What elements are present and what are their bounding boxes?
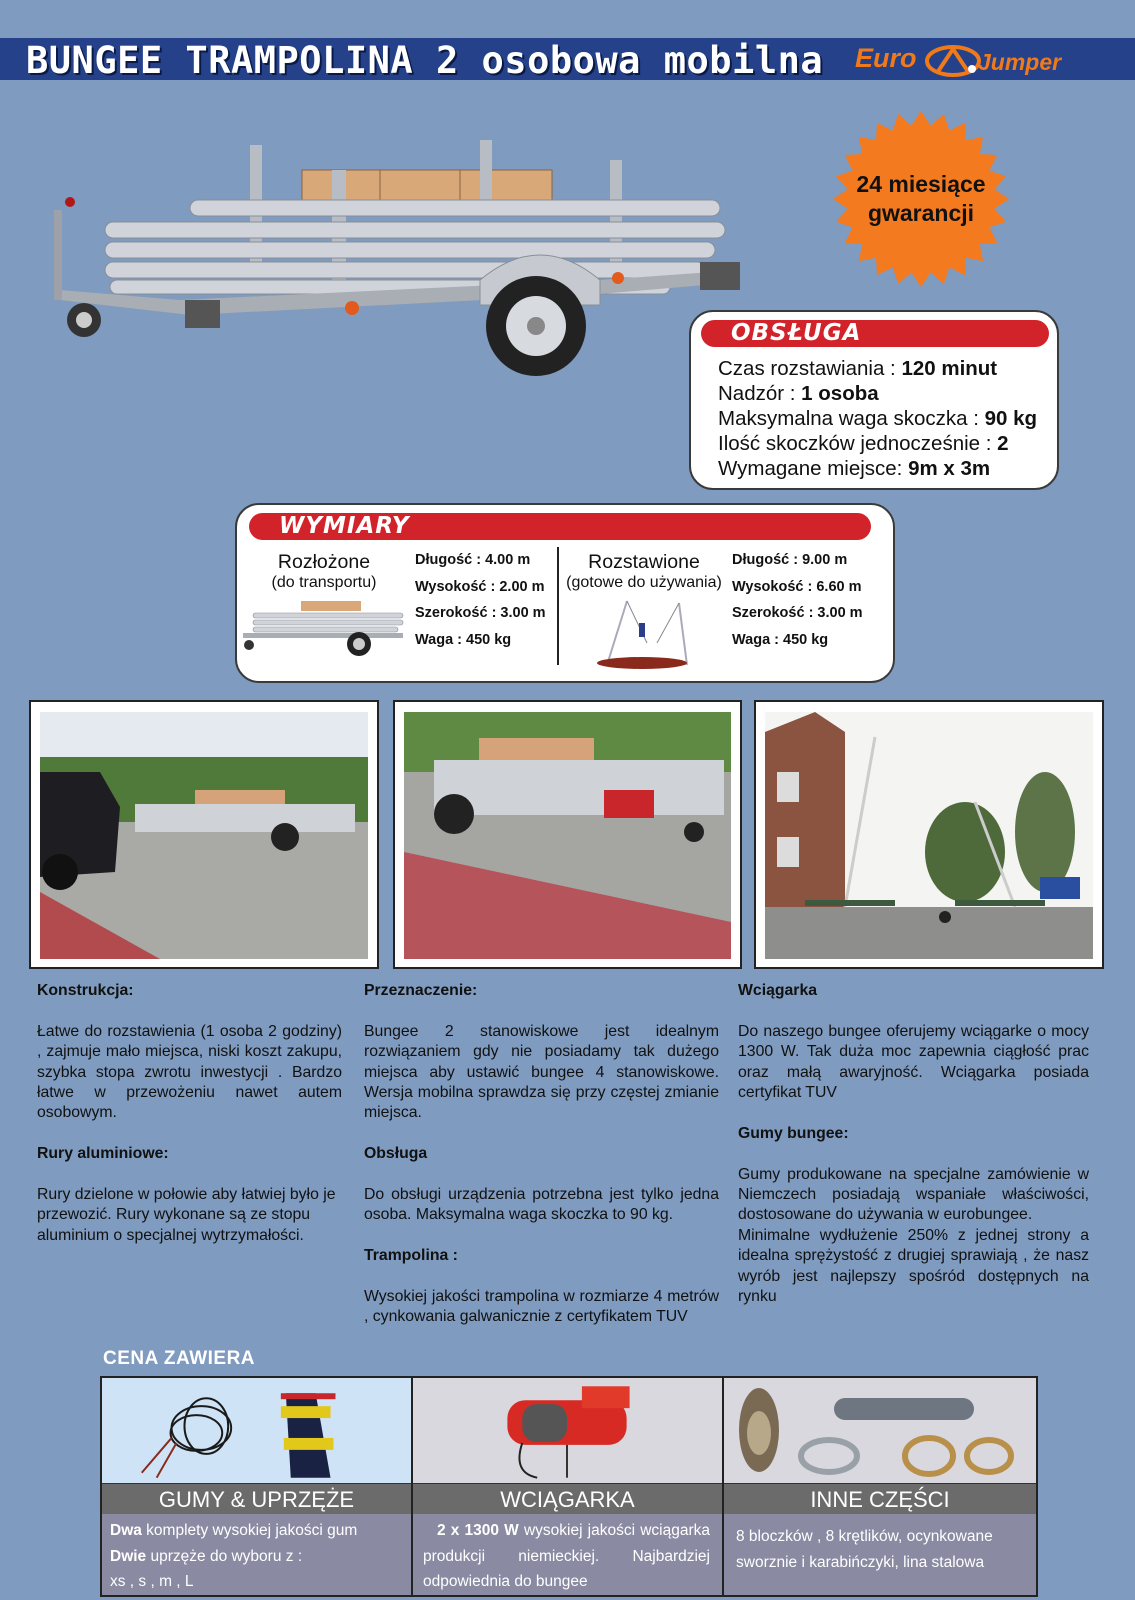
trailer-hero-image bbox=[40, 130, 770, 390]
cena-cell-gumy bbox=[102, 1378, 413, 1595]
folded-title: Rozłożone bbox=[277, 551, 371, 573]
cena-cell-inne bbox=[724, 1378, 1036, 1595]
folded-spec: Wysokość : 2.00 m bbox=[415, 578, 545, 595]
gumy-line-2: Dwie uprzęże do wyboru z : bbox=[110, 1547, 303, 1565]
wymiary-title: WYMIARY bbox=[249, 513, 871, 540]
folded-spec: Długość : 4.00 m bbox=[415, 552, 531, 568]
gumy-text: Gumy produkowane na specjalne zamówienie w Niemczech posiadają wspaniałe właściwości, dostosowane do używania w eurobungee. bbox=[738, 1165, 1089, 1224]
deployed-specs bbox=[732, 547, 863, 653]
deployed-heading bbox=[559, 551, 729, 593]
deployed-spec: Szerokość : 3.00 m bbox=[732, 605, 863, 621]
obsluga-list bbox=[718, 356, 1037, 481]
obsluga-title: OBSŁUGA bbox=[701, 320, 1049, 347]
wciagarka-cell-text: 2 x 1300 W wysokiej jakości wciągarka produkcji niemieckiej. Najbardziej odpowiednia do bungee bbox=[413, 1514, 722, 1595]
deployed-subtitle: (gotowe do używania) bbox=[566, 574, 722, 591]
obsluga-item: Ilość skoczków jednocześnie : 2 bbox=[718, 432, 1009, 455]
gumy-heading: Gumy bungee: bbox=[738, 1124, 849, 1142]
wciagarka-heading: Wciągarka bbox=[738, 982, 818, 999]
gumy-text-2: Minimalne wydłużenie 250% z jednej strony a idealna sprężystość z drugiej sprawiają , że nasz wyrób jest najlepszy spośród dostępnych na rynku bbox=[738, 1226, 1089, 1306]
obsluga-item: Nadzór : 1 osoba bbox=[718, 382, 879, 405]
guarantee-line-1: 24 miesiące bbox=[856, 171, 986, 197]
obsluga-panel bbox=[689, 310, 1059, 490]
wciagarka-heading-cell: WCIĄGARKA bbox=[413, 1483, 722, 1514]
cena-cell-wciagarka bbox=[413, 1378, 724, 1595]
column-konstrukcja bbox=[37, 981, 342, 1246]
przeznaczenie-text: Bungee 2 stanowiskowe jest idealnym rozwiązaniem gdy nie posiadamy tak dużego miejsca aby ustawić bungee 4 stanowiskowe. Wersja mobilna sprawdza się przy częstej zmianie miejsca. bbox=[364, 1022, 719, 1122]
obsluga-text: Do obsługi urządzenia potrzebna jest tylko jedna osoba. Maksymalna waga skoczka to 90 kg. bbox=[364, 1186, 719, 1224]
wymiary-panel bbox=[235, 503, 895, 683]
cords-harness-image bbox=[102, 1378, 411, 1483]
wciagarka-text: Do naszego bungee oferujemy wciągarke o mocy 1300 W. Tak duża moc zapewnia ciągłość prac oraz małą awaryjność. Wciągarka posiada certyfikat TUV bbox=[738, 1022, 1089, 1102]
rury-text: Rury dzielone w połowie aby łatwiej było je przewozić. Rury wykonane są ze stopu aluminium o specjalnej wytrzymałości. bbox=[37, 1186, 336, 1244]
page-title: BUNGEE TRAMPOLINA 2 osobowa mobilna bbox=[26, 39, 824, 82]
obsluga-item: Czas rozstawiania : 120 minut bbox=[718, 357, 998, 380]
trampolina-text: Wysokiej jakości trampolina w rozmiarze 4 metrów , cynkowania galwanicznie z certyfikatem TUV bbox=[364, 1288, 719, 1326]
konstrukcja-text: Łatwe do rozstawienia (1 osoba 2 godziny) , zajmuje mało miejsca, niski koszt zakupu, szybka stopa zwrotu inwestycji . Bardzo łatwe w przewożeniu nawet autem osobowym. bbox=[37, 1022, 342, 1122]
rury-heading: Rury aluminiowe: bbox=[37, 1145, 169, 1163]
deployed-spec: Waga : 450 kg bbox=[732, 631, 829, 648]
cena-table bbox=[100, 1376, 1038, 1597]
gumy-uprzeze-heading: GUMY & UPRZĘŻE bbox=[102, 1483, 411, 1514]
gumy-line-1: Dwa komplety wysokiej jakości gum bbox=[110, 1522, 358, 1539]
inne-czesci-text: 8 bloczków , 8 krętlików, ocynkowane sworznie i karabińczyki, lina stalowa bbox=[724, 1514, 1036, 1595]
trampolina-heading: Trampolina : bbox=[364, 1247, 458, 1265]
logo-text-euro: Euro bbox=[855, 43, 917, 73]
guarantee-badge-text bbox=[832, 170, 1010, 228]
folded-heading bbox=[259, 551, 389, 593]
deployed-spec: Długość : 9.00 m bbox=[732, 552, 848, 568]
photo-bungee-deployed-image bbox=[765, 712, 1093, 959]
deployed-spec: Wysokość : 6.60 m bbox=[732, 578, 862, 595]
photo-bungee-deployed bbox=[754, 700, 1104, 969]
column-wciagarka bbox=[738, 981, 1089, 1307]
deployed-title: Rozstawione bbox=[588, 551, 700, 573]
cena-title: CENA ZAWIERA bbox=[103, 1348, 256, 1369]
gumy-uprzeze-text bbox=[102, 1514, 411, 1595]
folded-spec: Szerokość : 3.00 m bbox=[415, 605, 546, 621]
column-przeznaczenie bbox=[364, 981, 719, 1328]
photo-trailer-car-image bbox=[40, 712, 368, 959]
folded-trailer-image bbox=[239, 597, 409, 659]
winch-image bbox=[413, 1378, 722, 1483]
inne-czesci-heading: INNE CZĘŚCI bbox=[724, 1483, 1036, 1514]
guarantee-line-2: gwarancji bbox=[867, 200, 975, 226]
parts-image bbox=[724, 1378, 1036, 1483]
photo-trailer-car bbox=[29, 700, 379, 969]
guarantee-badge bbox=[832, 110, 1010, 288]
folded-subtitle: (do transportu) bbox=[271, 574, 377, 591]
gumy-line-3: xs , s , m , L bbox=[110, 1573, 194, 1590]
folded-spec: Waga : 450 kg bbox=[415, 631, 512, 648]
przeznaczenie-heading: Przeznaczenie: bbox=[364, 982, 478, 999]
photo-trailer-closeup bbox=[393, 700, 742, 969]
obsluga-heading: Obsługa bbox=[364, 1145, 428, 1163]
logo-mark-icon bbox=[923, 43, 983, 79]
header-bar bbox=[0, 38, 1135, 80]
logo-text-jumper: Jumper bbox=[978, 49, 1062, 75]
folded-specs bbox=[415, 547, 546, 653]
konstrukcja-heading: Konstrukcja: bbox=[37, 982, 134, 999]
photo-trailer-closeup-image bbox=[404, 712, 731, 959]
obsluga-item: Maksymalna waga skoczka : 90 kg bbox=[718, 407, 1038, 430]
deployed-bungee-image bbox=[587, 593, 707, 673]
obsluga-item: Wymagane miejsce: 9m x 3m bbox=[718, 457, 991, 480]
